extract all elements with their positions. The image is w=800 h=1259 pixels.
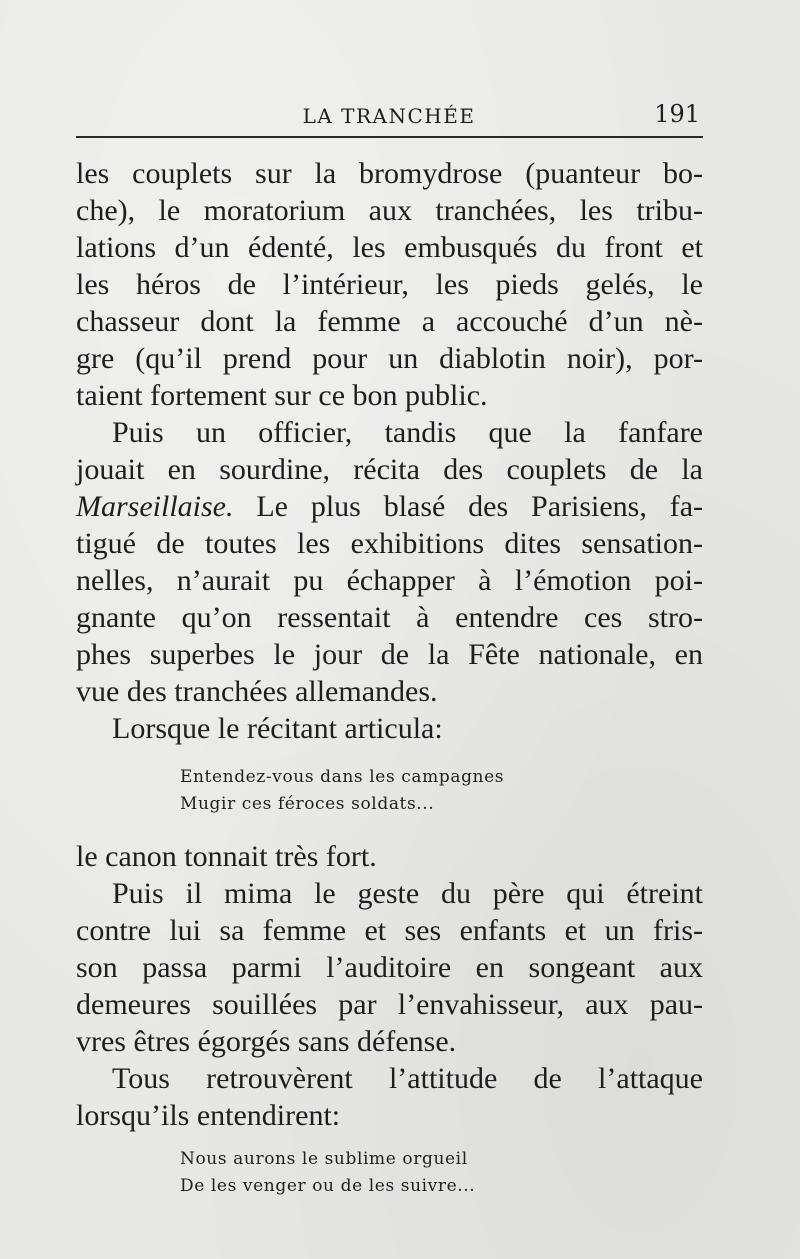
text-line: contre lui sa femme et ses enfants et un fris- bbox=[76, 914, 703, 947]
text-line: Puis un officier, tandis que la fanfare bbox=[112, 416, 703, 449]
verse-line: Entendez-vous dans les campagnes bbox=[180, 767, 505, 787]
text-line: nelles, n’aurait pu échapper à l’émotion poi- bbox=[76, 564, 703, 597]
paragraph-4 bbox=[76, 838, 703, 875]
paragraph-1 bbox=[76, 155, 703, 414]
text-line: vue des tranchées allemandes. bbox=[76, 675, 438, 708]
text-line: les héros de l’intérieur, les pieds gelés, le bbox=[76, 268, 703, 301]
text-line: tigué de toutes les exhibitions dites sensation- bbox=[76, 527, 703, 560]
text-line: le canon tonnait très fort. bbox=[76, 840, 377, 873]
text-line: che), le moratorium aux tranchées, les tribu- bbox=[76, 194, 703, 227]
running-title: LA TRANCHÉE bbox=[302, 104, 476, 128]
italic-title: Marseillaise. bbox=[76, 490, 234, 523]
paragraph-5 bbox=[76, 875, 703, 1060]
verse-quote-1 bbox=[180, 764, 620, 818]
page-number: 191 bbox=[654, 100, 700, 128]
paragraph-3 bbox=[76, 710, 703, 747]
text-line: phes superbes le jour de la Fête nationale, en bbox=[76, 638, 703, 671]
text-line: chasseur dont la femme a accouché d’un nè- bbox=[76, 305, 703, 338]
text-line: taient fortement sur ce bon public. bbox=[76, 379, 488, 412]
text-line: Puis il mima le geste du père qui étreint bbox=[112, 877, 703, 910]
text-line bbox=[76, 488, 703, 525]
text-line: vres êtres égorgés sans défense. bbox=[76, 1025, 457, 1058]
verse-line: De les venger ou de les suivre... bbox=[180, 1176, 476, 1196]
paragraph-2 bbox=[76, 414, 703, 710]
text-line: lorsqu’ils entendirent: bbox=[76, 1099, 341, 1132]
verse-quote-2 bbox=[180, 1146, 620, 1200]
text-line: son passa parmi l’auditoire en songeant aux bbox=[76, 951, 703, 984]
text-line: gnante qu’on ressentait à entendre ces stro- bbox=[76, 601, 703, 634]
text-line: demeures souillées par l’envahisseur, aux pau- bbox=[76, 988, 703, 1021]
text-line: gre (qu’il prend pour un diablotin noir), por- bbox=[76, 342, 703, 375]
text-line: lations d’un édenté, les embusqués du front et bbox=[76, 231, 703, 264]
paragraph-6 bbox=[76, 1060, 703, 1134]
text-run: Le plus blasé des Parisiens, fa- bbox=[233, 490, 703, 523]
verse-line: Nous aurons le sublime orgueil bbox=[180, 1149, 468, 1169]
text-line: Tous retrouvèrent l’attitude de l’attaque bbox=[112, 1062, 703, 1095]
header-rule bbox=[76, 136, 703, 138]
text-line: Lorsque le récitant articula: bbox=[112, 712, 443, 745]
verse-line: Mugir ces féroces soldats... bbox=[180, 794, 435, 814]
text-line: les couplets sur la bromydrose (puanteur bo- bbox=[76, 157, 703, 190]
text-line: jouait en sourdine, récita des couplets de la bbox=[76, 453, 703, 486]
running-head bbox=[76, 100, 702, 132]
